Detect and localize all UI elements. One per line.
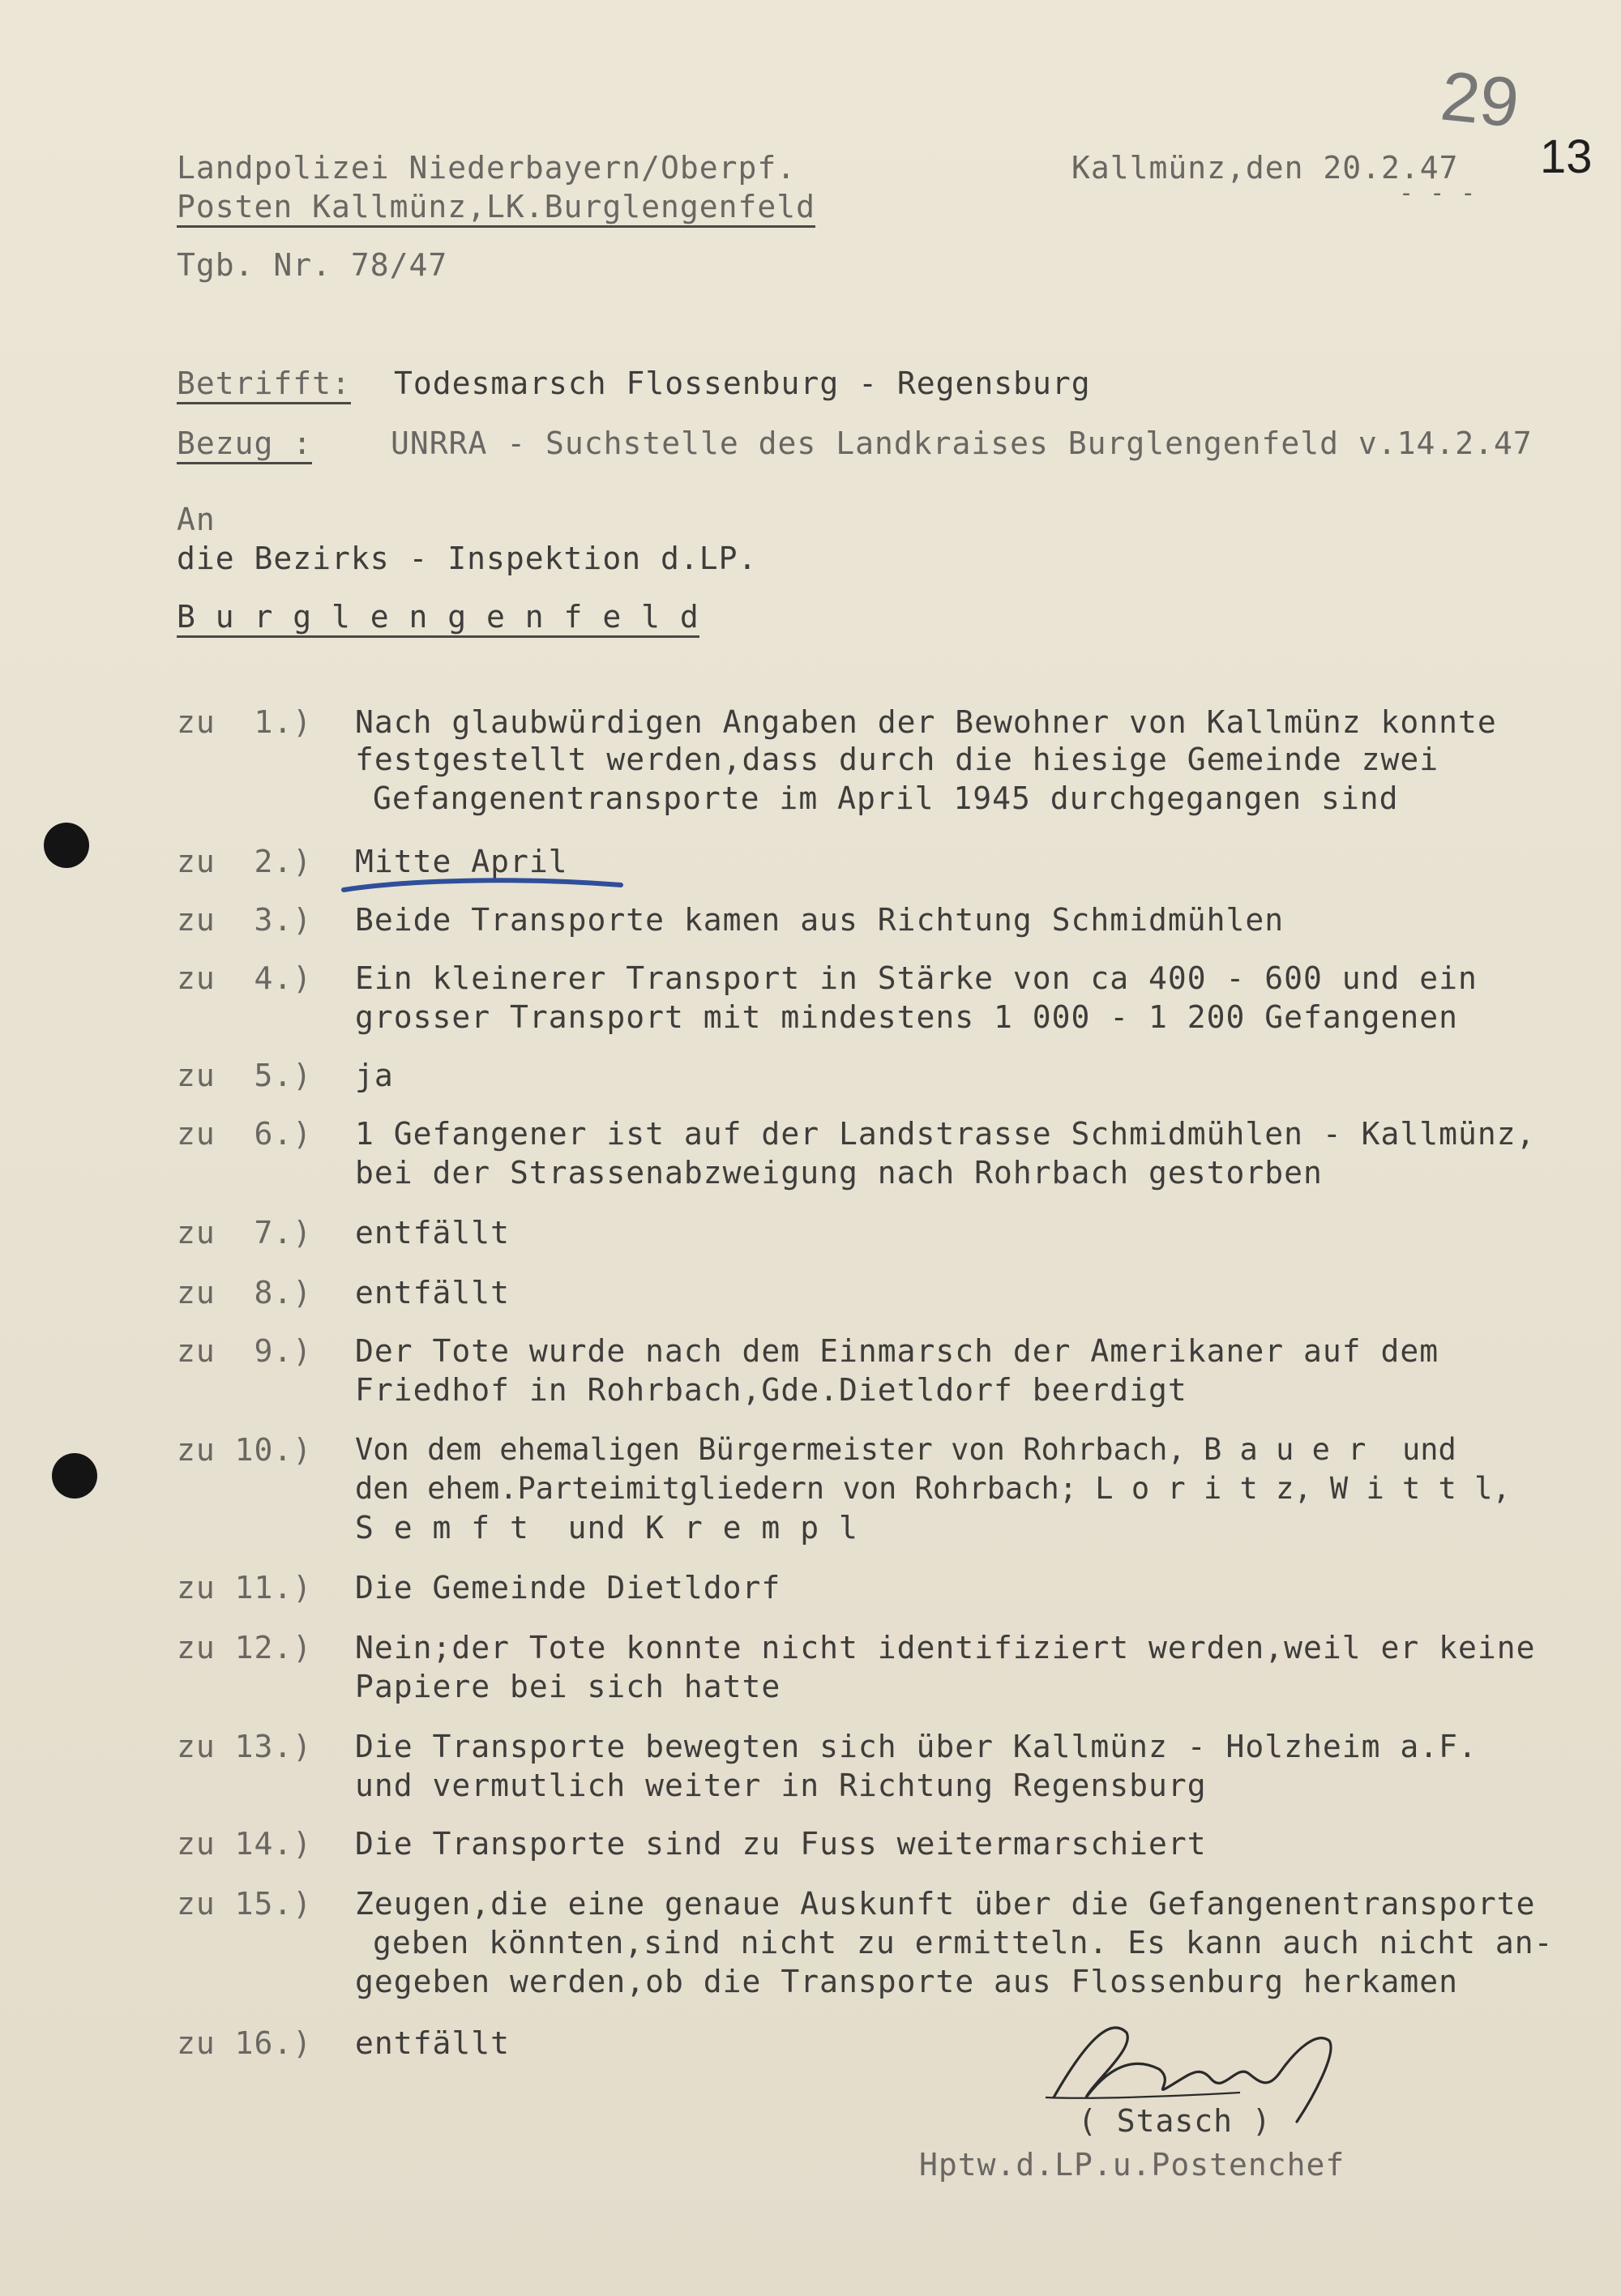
recipient-line-2: die Bezirks - Inspektion d.LP. xyxy=(177,541,758,576)
item-line: bei der Strassenabzweigung nach Rohrbach gestorben xyxy=(355,1155,1323,1191)
signature-title: Hptw.d.LP.u.Postenchef xyxy=(919,2147,1345,2183)
item-line: S e m f t und K r e m p l xyxy=(355,1510,858,1546)
item-number: zu 6.) xyxy=(177,1116,313,1152)
item-line: und vermutlich weiter in Richtung Regensburg xyxy=(355,1768,1207,1803)
item-line: entfällt xyxy=(355,1275,511,1310)
archive-number: 29 xyxy=(1437,57,1523,143)
item-number: zu 8.) xyxy=(177,1275,313,1310)
item-line: Der Tote wurde nach dem Einmarsch der Amerikaner auf dem xyxy=(355,1333,1439,1369)
item-number: zu 2.) xyxy=(177,844,313,879)
recipient-line-3: B u r g l e n g e n f e l d xyxy=(177,601,699,638)
item-number: zu 7.) xyxy=(177,1215,313,1251)
item-line: Die Transporte bewegten sich über Kallmünz - Holzheim a.F. xyxy=(355,1729,1478,1764)
pen-underline-stroke xyxy=(340,874,624,898)
punch-hole-bottom xyxy=(52,1453,97,1499)
bezug-label: Bezug : xyxy=(177,428,312,464)
item-line: entfällt xyxy=(355,1215,511,1251)
place-date: Kallmünz,den 20.2.47 xyxy=(1071,150,1459,186)
item-line: grosser Transport mit mindestens 1 000 - 1 200 Gefangenen xyxy=(355,999,1459,1035)
item-line: gegeben werden,ob die Transporte aus Flossenburg herkamen xyxy=(355,1964,1459,1999)
item-line: Ein kleinerer Transport in Stärke von ca 400 - 600 und ein xyxy=(355,960,1478,996)
sender-line-2: Posten Kallmünz,LK.Burglengenfeld xyxy=(177,191,815,228)
bezug-text: UNRRA - Suchstelle des Landkraises Burglengenfeld v.14.2.47 xyxy=(391,425,1533,461)
item-line: entfällt xyxy=(355,2025,511,2061)
reference-number: Tgb. Nr. 78/47 xyxy=(177,247,448,283)
betrifft-label: Betrifft: xyxy=(177,368,351,404)
item-line: Von dem ehemaligen Bürgermeister von Rohrbach, B a u e r und xyxy=(355,1432,1456,1467)
item-number: zu 13.) xyxy=(177,1729,313,1764)
item-line: 1 Gefangener ist auf der Landstrasse Schmidmühlen - Kallmünz, xyxy=(355,1116,1536,1152)
item-line: den ehem.Parteimitgliedern von Rohrbach; L o r i t z, W i t t l, xyxy=(355,1471,1511,1506)
item-line: Nach glaubwürdigen Angaben der Bewohner von Kallmünz konnte xyxy=(355,704,1497,740)
item-line: geben könnten,sind nicht zu ermitteln. Es kann auch nicht an- xyxy=(373,1925,1554,1960)
date-mark: - - - xyxy=(1399,179,1477,207)
item-number: zu 14.) xyxy=(177,1826,313,1862)
item-number: zu 11.) xyxy=(177,1570,313,1605)
signature-name: ( Stasch ) xyxy=(1078,2103,1272,2139)
item-line: Zeugen,die eine genaue Auskunft über die Gefangenentransporte xyxy=(355,1886,1536,1922)
item-line: festgestellt werden,dass durch die hiesige Gemeinde zwei xyxy=(355,742,1439,777)
item-line: Mitte April xyxy=(355,844,568,879)
item-number: zu 15.) xyxy=(177,1886,313,1922)
item-line: ja xyxy=(355,1058,394,1093)
item-number: zu 4.) xyxy=(177,960,313,996)
item-line: Friedhof in Rohrbach,Gde.Dietldorf beerdigt xyxy=(355,1372,1187,1408)
item-number: zu 16.) xyxy=(177,2025,313,2061)
betrifft-text: Todesmarsch Flossenburg - Regensburg xyxy=(394,366,1091,401)
item-number: zu 3.) xyxy=(177,902,313,938)
recipient-line-1: An xyxy=(177,502,216,537)
punch-hole-top xyxy=(44,823,89,868)
sender-line-1: Landpolizei Niederbayern/Oberpf. xyxy=(177,150,797,186)
item-number: zu 5.) xyxy=(177,1058,313,1093)
item-line: Die Gemeinde Dietldorf xyxy=(355,1570,781,1605)
item-number: zu 1.) xyxy=(177,704,313,740)
item-line: Papiere bei sich hatte xyxy=(355,1669,781,1704)
item-line: Die Transporte sind zu Fuss weitermarschiert xyxy=(355,1826,1207,1862)
item-line: Beide Transporte kamen aus Richtung Schmidmühlen xyxy=(355,902,1285,938)
item-number: zu 9.) xyxy=(177,1333,313,1369)
item-number: zu 12.) xyxy=(177,1630,313,1665)
page-number: 13 xyxy=(1540,130,1593,183)
item-number: zu 10.) xyxy=(177,1432,313,1468)
item-line: Nein;der Tote konnte nicht identifiziert werden,weil er keine xyxy=(355,1630,1536,1665)
item-line: Gefangenentransporte im April 1945 durchgegangen sind xyxy=(373,780,1399,816)
